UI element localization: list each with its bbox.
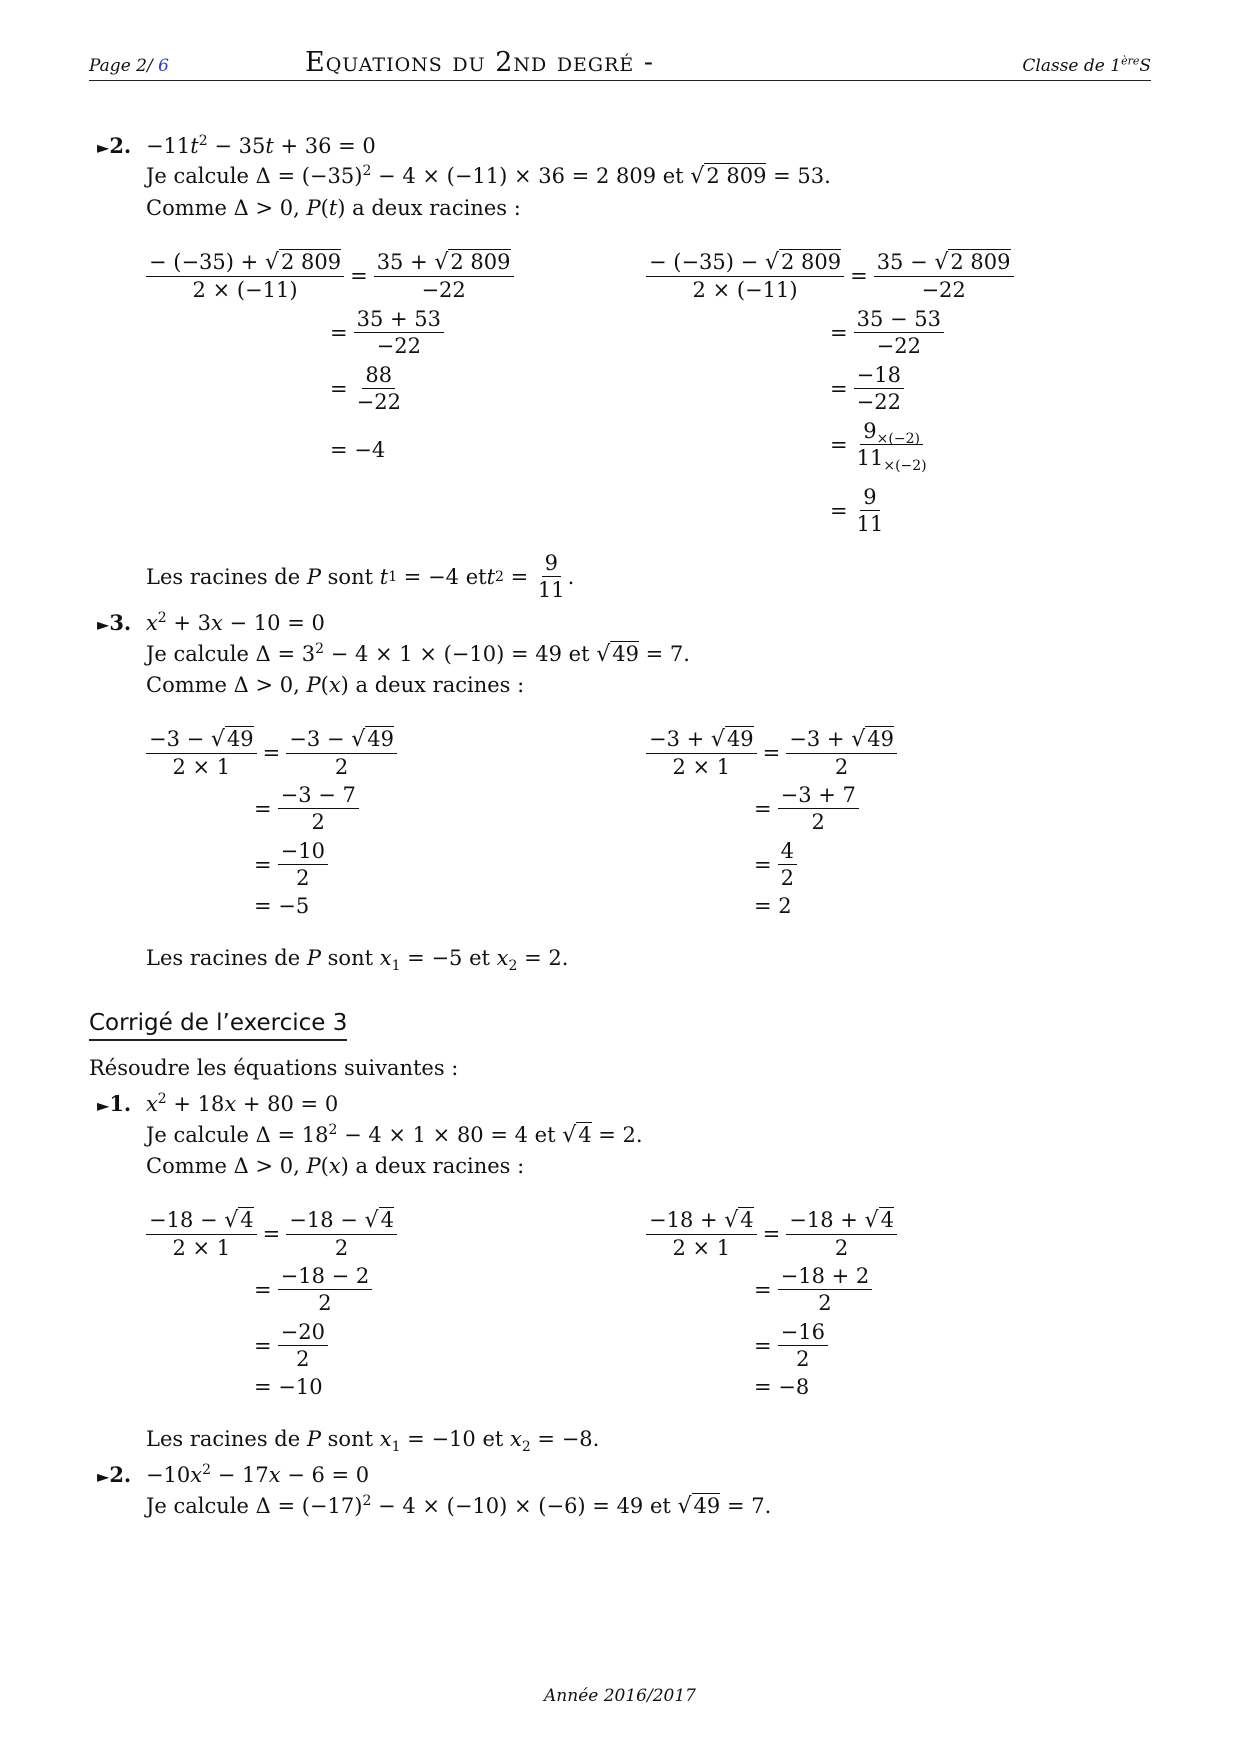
ex3-item1-root2-line1: $\frac{-18 + √4}{2 \times 1}$ = $\frac{-18 + √4}{2}$: [646, 1207, 897, 1261]
ex2-item3-root1-line1: $\frac{-3 - √49}{2 \times 1}$ = $\frac{-3 - √49}{2}$: [146, 726, 397, 780]
ex2-item2-conclusion: Les racines de P sont t 1 = −4 et t 2 = $\frac{9}{11}$ .: [146, 551, 575, 602]
ex2-item3-root2-line1: $\frac{-3 + √49}{2 \times 1}$ = $\frac{-3 + √49}{2}$: [646, 726, 897, 780]
page-number: [89, 56, 169, 76]
ex3-item1-root1-result: = −10: [254, 1375, 323, 1399]
section-title: Corrigé de l’exercice 3: [89, 1010, 347, 1041]
ex2-item2-root2-line2: = $\frac{35 - 53}{-22}$: [830, 306, 944, 359]
class-label: Classe de 1èreS: [1022, 54, 1151, 76]
page-title: Equations du 2nd degré -: [305, 47, 654, 78]
ex2-item3-root1-result: = −5: [254, 894, 310, 918]
ex2-item2-compare: Comme Δ > 0, P(t) a deux racines :: [146, 196, 521, 220]
page-total-link[interactable]: 6: [158, 56, 169, 76]
ex3-item2-delta: Je calcule $\Delta = (-17)^2 - 4 \times (-10) \times (-6) = 49$ et √49 = 7.: [146, 1493, 772, 1519]
ex2-item2-root2-line4: = $\frac{9_{\times(-2)}}{11_{\times(-2)}}$: [830, 419, 927, 475]
ex2-item2-delta: Je calcule $\Delta = (-35)^2 - 4 \times (-11) \times 36 = 2$ 809 et √2 809 = 53.: [146, 163, 831, 189]
ex3-item1-delta: Je calcule $\Delta = 18^2 - 4 \times 1 \times 80 = 4$ et √4 = 2.: [146, 1122, 643, 1148]
ex2-item3-compare: Comme Δ > 0, P(x) a deux racines :: [146, 673, 525, 697]
ex3-item2-equation: ►2. $-10x^2 - 17x - 6 = 0$: [97, 1462, 370, 1487]
ex3-item1-compare: Comme Δ > 0, P(x) a deux racines :: [146, 1154, 525, 1178]
ex2-item2-root1-line2: = $\frac{35 + 53}{-22}$: [330, 306, 444, 359]
ex3-item1-equation: ►1. $x^2 + 18x + 80 = 0$: [97, 1091, 339, 1116]
ex3-item1-root2-line2: = $\frac{-18 + 2}{2}$: [754, 1263, 872, 1316]
ex2-item3-root1-line2: = $\frac{-3 - 7}{2}$: [254, 782, 359, 835]
ex2-item3-delta: Je calcule $\Delta = 3^2 - 4 \times 1 \times (-10) = 49$ et √49 = 7.: [146, 641, 690, 667]
ex2-item3-root1-line3: = $\frac{-10}{2}$: [254, 838, 328, 891]
ex2-item2-root1-line1: $\frac{- (-35) + √2 809}{2 \times (-11)}$ = $\frac{35 + √2 809}{-22}$: [146, 249, 514, 303]
footer-year: Année 2016/2017: [544, 1686, 696, 1706]
page-prefix: Page 2/: [89, 56, 159, 76]
ex3-item1-root1-line1: $\frac{-18 - √4}{2 \times 1}$ = $\frac{-18 - √4}{2}$: [146, 1207, 397, 1261]
ex2-item2-root2-line1: $\frac{- (-35) - √2 809}{2 \times (-11)}$ = $\frac{35 - √2 809}{-22}$: [646, 249, 1014, 303]
ex2-item2-root2-line3: = $\frac{-18}{-22}$: [830, 362, 904, 415]
section-instruction: Résoudre les équations suivantes :: [89, 1056, 459, 1080]
page-header: [89, 46, 1151, 81]
ex2-item2-root2-line5: = $\frac{9}{11}$: [830, 485, 884, 536]
ex3-item1-root1-line2: = $\frac{-18 - 2}{2}$: [254, 1263, 372, 1316]
ex3-item1-root1-line3: = $\frac{-20}{2}$: [254, 1319, 328, 1372]
ex3-item1-conclusion: Les racines de P sont $x_1 = -10$ et $x_2 = -8$.: [146, 1427, 600, 1456]
ex2-item3-conclusion: Les racines de P sont $x_1 = -5$ et $x_2 = 2$.: [146, 946, 569, 975]
ex2-item3-root2-line2: = $\frac{-3 + 7}{2}$: [754, 782, 859, 835]
ex2-item2-root1-line3: = $\frac{88}{-22}$: [330, 363, 401, 414]
ex3-item1-root2-line3: = $\frac{-16}{2}$: [754, 1319, 828, 1372]
ex2-item2-root1-result: = −4: [330, 438, 386, 462]
ex3-item1-root2-result: = −8: [754, 1375, 810, 1399]
ex2-item3-root2-result: = 2: [754, 894, 792, 918]
ex2-item3-equation: ►3. $x^2 + 3x - 10 = 0$: [97, 610, 325, 635]
ex2-item2-equation: ►2. $-11t^2 - 35t + 36 = 0$: [97, 133, 376, 158]
ex2-item3-root2-line3: = $\frac{4}{2}$: [754, 838, 797, 891]
